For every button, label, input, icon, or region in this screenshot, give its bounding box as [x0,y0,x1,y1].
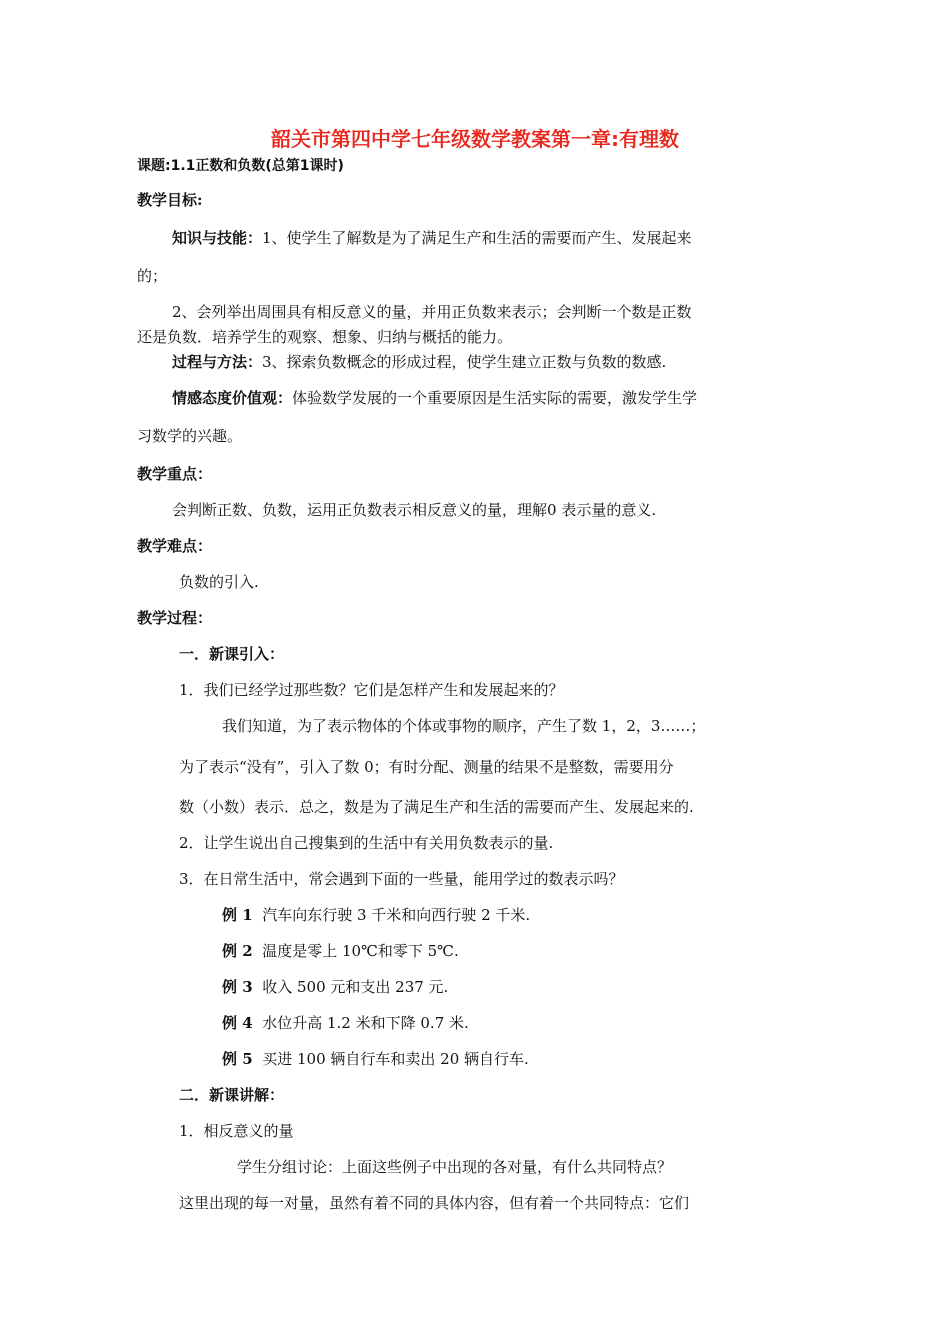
key-points-text: 会判断正数、负数，运用正负数表示相反意义的量，理解0 表示量的意义. [172,501,657,519]
example-item [222,1049,529,1069]
knowledge-cont: 的； [137,267,168,285]
emotion-text: 体验数学发展的一个重要原因是生活实际的需要，激发学生学 [292,389,698,407]
process-label: 过程与方法： [172,353,263,371]
intro-para-line3: 数（小数）表示．总之，数是为了满足生产和生活的需要而产生、发展起来的. [179,798,694,816]
difficulty-text: 负数的引入. [179,573,259,591]
example-label: 例 5 [222,1050,253,1068]
question-1: 1．我们已经学过那些数？它们是怎样产生和发展起来的？ [179,681,564,699]
document-title: 韶关市第四中学七年级数学教案第一章:有理数 [271,127,679,151]
example-text: 温度是零上 10℃和零下 5℃. [262,942,459,960]
example-item [222,977,448,997]
example-item [222,905,530,925]
question-3: 3．在日常生活中，常会遇到下面的一些量，能用学过的数表示吗？ [179,870,624,888]
section2-item1: 1．相反意义的量 [179,1122,294,1140]
section2-discussion: 学生分组讨论：上面这些例子中出现的各对量，有什么共同特点？ [237,1158,673,1176]
example-text: 汽车向东行驶 3 千米和向西行驶 2 千米. [262,906,531,924]
example-label: 例 3 [222,978,253,996]
example-item [222,1013,469,1033]
goals-heading: 教学目标: [137,191,203,209]
example-label: 例 2 [222,942,253,960]
knowledge-line [172,228,692,248]
emotion-line [172,388,697,408]
section1-heading: 一．新课引入： [179,645,285,663]
emotion-cont: 习数学的兴趣。 [137,427,243,445]
example-text: 买进 100 辆自行车和卖出 20 辆自行车. [262,1050,529,1068]
question-2: 2．让学生说出自己搜集到的生活中有关用负数表示的量. [179,834,554,852]
intro-para-line1: 我们知道，为了表示物体的个体或事物的顺序，产生了数 1，2，3……； [222,717,706,735]
knowledge-text: 1、使学生了解数是为了满足生产和生活的需要而产生、发展起来 [262,229,692,247]
lesson-title: 课题:1.1正数和负数(总第1课时) [137,158,344,174]
emotion-label: 情感态度价值观： [172,389,293,407]
goal-item2-line1: 2、会列举出周围具有相反意义的量，并用正负数来表示；会判断一个数是正数 [172,303,692,321]
key-points-heading: 教学重点： [137,465,213,483]
example-label: 例 1 [222,906,253,924]
example-label: 例 4 [222,1014,253,1032]
goal-item2-line2: 还是负数．培养学生的观察、想象、归纳与概括的能力。 [137,328,513,346]
knowledge-label: 知识与技能： [172,229,263,247]
process-heading: 教学过程： [137,609,213,627]
section2-heading: 二．新课讲解： [179,1086,285,1104]
process-text: 3、探索负数概念的形成过程，使学生建立正数与负数的数感. [262,353,667,371]
section2-last-line: 这里出现的每一对量，虽然有着不同的具体内容，但有着一个共同特点：它们 [179,1194,690,1212]
example-item [222,941,459,961]
example-text: 收入 500 元和支出 237 元. [262,978,449,996]
difficulty-heading: 教学难点： [137,537,213,555]
intro-para-line2: 为了表示“没有”，引入了数 0；有时分配、测量的结果不是整数，需要用分 [179,758,674,776]
process-goal-line [172,352,666,372]
example-text: 水位升高 1.2 米和下降 0.7 米. [262,1014,469,1032]
